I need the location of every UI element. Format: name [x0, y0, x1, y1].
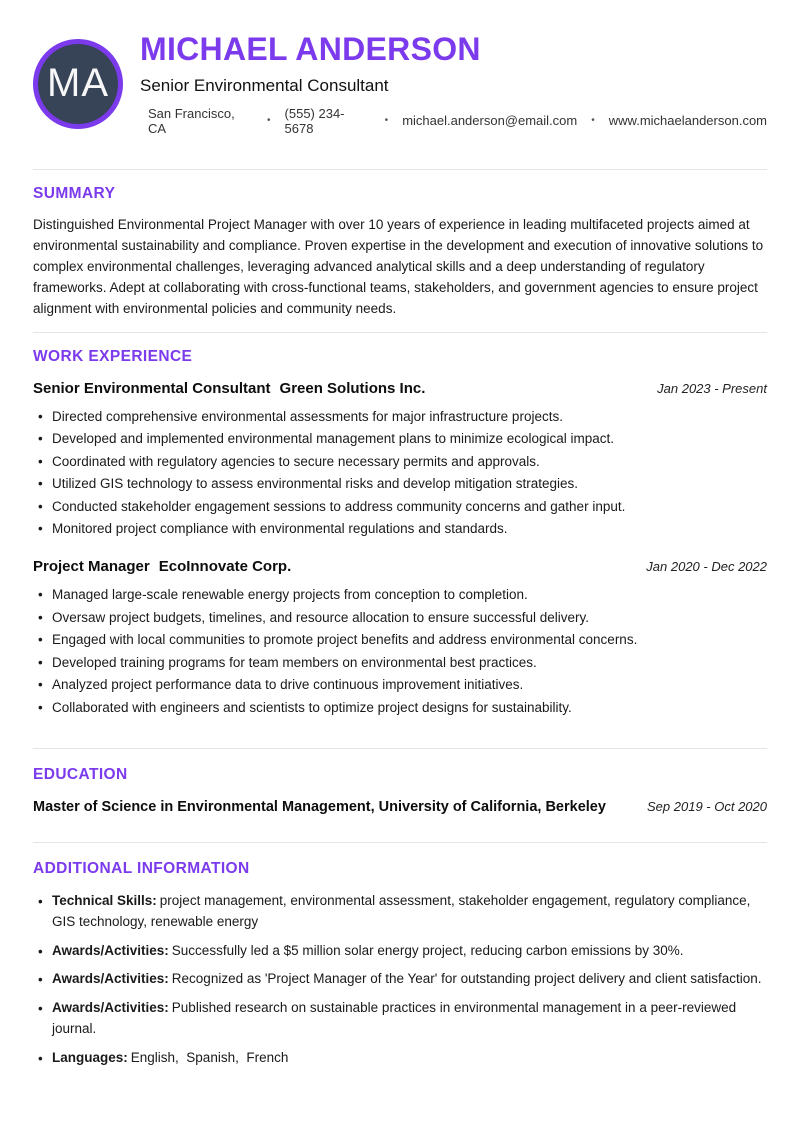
separator-dot: • [384, 115, 389, 127]
bullet-item [33, 1047, 767, 1069]
job-entry [33, 380, 767, 539]
job-bullet-list [33, 585, 767, 717]
job-dates: Jan 2023 - Present [657, 380, 767, 396]
education-section [33, 748, 767, 815]
avatar-initials: MA [47, 61, 109, 106]
bullet-item [33, 940, 767, 962]
contact-location: San Francisco, CA [148, 105, 235, 136]
info-label: Awards/Activities: [52, 971, 169, 987]
resume-header [33, 33, 767, 156]
job-company: Green Solutions Inc. [279, 379, 426, 397]
info-label: Awards/Activities: [52, 942, 169, 958]
bullet-item [33, 968, 767, 990]
bullet-item: • Managed large-scale renewable energy projects from conception to completion. [33, 585, 767, 604]
job-position: Project Manager [33, 558, 150, 576]
info-label: Languages: [52, 1049, 128, 1065]
job-title-line [33, 558, 291, 575]
education-dates: Sep 2019 - Oct 2020 [647, 798, 767, 814]
job-header [33, 558, 767, 575]
job-company: EcoInnovate Corp. [158, 558, 292, 576]
bullet-item [33, 890, 767, 933]
work-experience-section [33, 332, 767, 717]
work-experience-heading: WORK EXPERIENCE [33, 347, 193, 365]
additional-info-section [33, 842, 767, 1069]
avatar [33, 39, 123, 129]
bullet-item: • Directed comprehensive environmental assessments for major infrastructure projects. [33, 407, 767, 426]
info-label: Awards/Activities: [52, 999, 169, 1015]
contact-email: michael.anderson@email.com [402, 113, 578, 129]
contact-row [140, 106, 767, 136]
bullet-item: • Utilized GIS technology to assess environmental risks and develop mitigation strategies. [33, 474, 767, 493]
info-text: Published research on sustainable practices in environmental management in a peer-reviewed journal. [52, 999, 740, 1037]
job-position: Senior Environmental Consultant [33, 379, 271, 397]
contact-phone: (555) 234-5678 [284, 105, 345, 136]
bullet-item: • Developed training programs for team members on environmental best practices. [33, 653, 767, 672]
header-text [140, 33, 767, 136]
additional-info-list [33, 890, 767, 1069]
candidate-title: Senior Environmental Consultant [140, 75, 389, 95]
education-entry [33, 799, 767, 815]
job-bullet-list [33, 407, 767, 539]
bullet-item: • Analyzed project performance data to drive continuous improvement initiatives. [33, 675, 767, 694]
separator-dot: • [267, 115, 271, 127]
bullet-item: • Coordinated with regulatory agencies to secure necessary permits and approvals. [33, 452, 767, 471]
job-header [33, 380, 767, 397]
info-text: English, Spanish, French [130, 1049, 289, 1065]
education-degree: Master of Science in Environmental Management, University of California, Berkeley [33, 798, 606, 815]
summary-text: Distinguished Environmental Project Manager with over 10 years of experience in leading multifaceted projects aimed at environmental sustainability and compliance. Proven expertise in the development and execution of innovative solutions to complex environmental challenges, leveraging advanced analytical skills and a deep understanding of regulatory frameworks. Adept at collaborating with cross-functional teams, stakeholders, and government agencies to ensure project alignment with environmental policies and community needs. [33, 216, 764, 316]
education-heading: EDUCATION [33, 765, 128, 783]
bullet-item [33, 997, 767, 1040]
separator-dot: • [591, 115, 595, 127]
job-title-line [33, 380, 425, 397]
job-entry [33, 558, 767, 717]
contact-website: www.michaelanderson.com [608, 113, 767, 129]
bullet-item: • Engaged with local communities to promote project benefits and address environmental concerns. [33, 630, 767, 649]
summary-heading: SUMMARY [33, 184, 116, 202]
candidate-name: MICHAEL ANDERSON [140, 31, 481, 67]
bullet-item: • Collaborated with engineers and scientists to optimize project designs for sustainability. [33, 698, 767, 717]
summary-section [33, 169, 767, 319]
additional-info-heading: ADDITIONAL INFORMATION [33, 859, 250, 877]
info-label: Technical Skills: [52, 892, 157, 908]
bullet-item: • Conducted stakeholder engagement sessions to address community concerns and gather input. [33, 497, 767, 516]
bullet-item: • Oversaw project budgets, timelines, and resource allocation to ensure successful delivery. [33, 608, 767, 627]
job-dates: Jan 2020 - Dec 2022 [646, 559, 767, 575]
bullet-item: • Developed and implemented environmental management plans to minimize ecological impact. [33, 429, 767, 448]
info-text: project management, environmental assessment, stakeholder engagement, regulatory compliance, GIS technology, renewable energy [52, 892, 755, 930]
bullet-item: • Monitored project compliance with environmental regulations and standards. [33, 519, 767, 538]
info-text: Successfully led a $5 million solar energy project, reducing carbon emissions by 30%. [171, 942, 684, 958]
info-text: Recognized as 'Project Manager of the Year' for outstanding project delivery and client satisfaction. [171, 971, 762, 987]
